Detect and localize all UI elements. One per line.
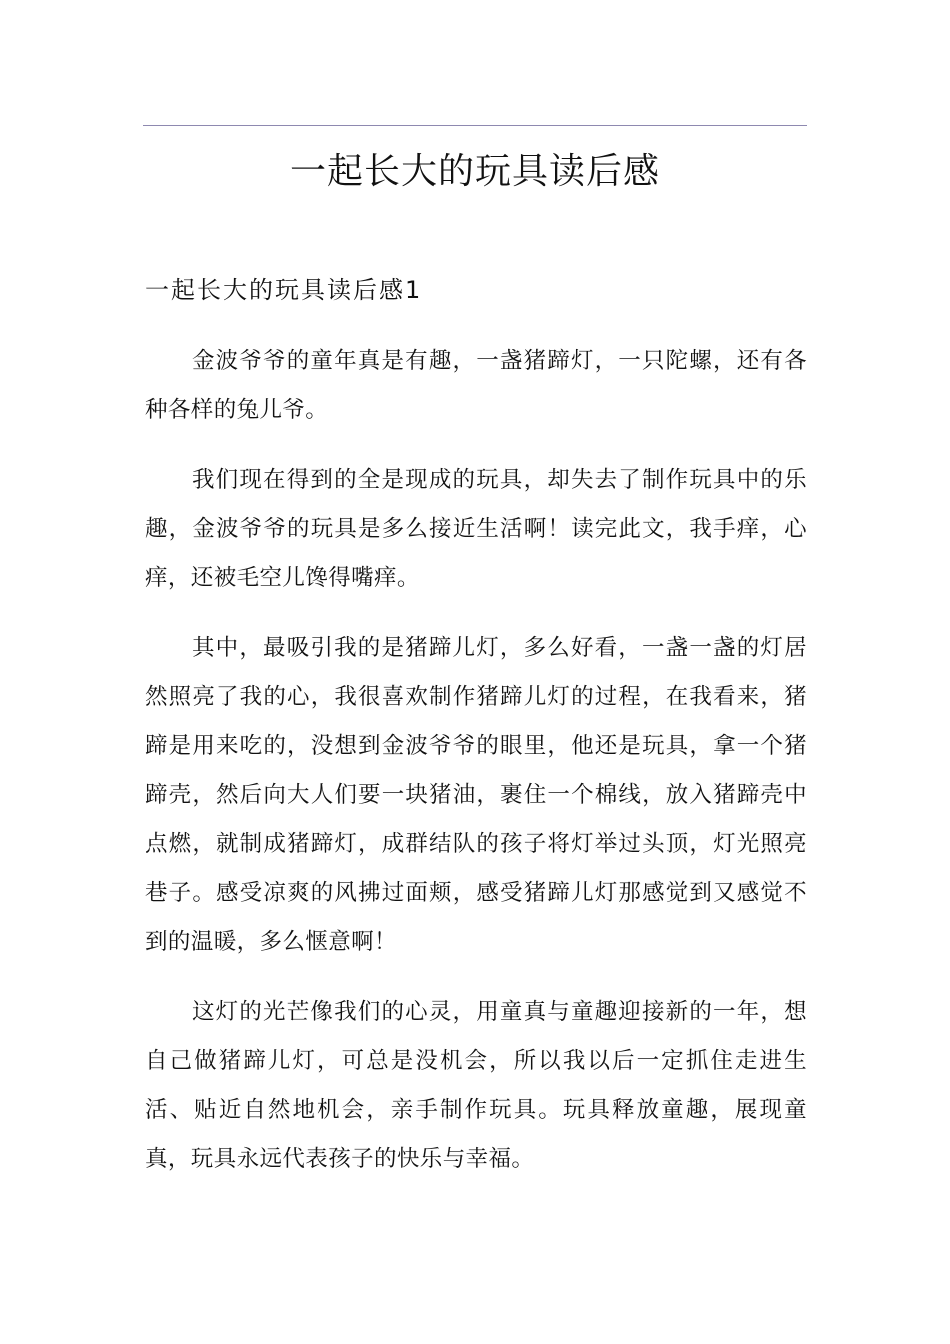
document-body: [145, 337, 807, 1205]
paragraph-2: 我们现在得到的全是现成的玩具，却失去了制作玩具中的乐趣，金波爷爷的玩具是多么接近生活啊！读完此文，我手痒，心痒，还被毛空儿馋得嘴痒。: [145, 467, 807, 591]
header-rule: [143, 125, 807, 126]
document-title: 一起长大的玩具读后感: [289, 151, 660, 192]
section-heading: 一起长大的玩具读后感1: [145, 276, 423, 304]
paragraph-4: 这灯的光芒像我们的心灵，用童真与童趣迎接新的一年，想自己做猪蹄儿灯，可总是没机会，所以我以后一定抓住走进生活、贴近自然地机会，亲手制作玩具。玩具释放童趣，展现童真，玩具永远代表孩子的快乐与幸福。: [145, 999, 807, 1172]
paragraph-1: 金波爷爷的童年真是有趣，一盏猪蹄灯，一只陀螺，还有各种各样的兔儿爷。: [145, 348, 807, 423]
paragraph-3: 其中，最吸引我的是猪蹄儿灯，多么好看，一盏一盏的灯居然照亮了我的心，我很喜欢制作猪蹄儿灯的过程，在我看来，猪蹄是用来吃的，没想到金波爷爷的眼里，他还是玩具，拿一个猪蹄壳，然后向大人们要一块猪油，裹住一个棉线，放入猪蹄壳中点燃，就制成猪蹄灯，成群结队的孩子将灯举过头顶，灯光照亮巷子。感受凉爽的风拂过面颊，感受猪蹄儿灯那感觉到又感觉不到的温暖，多么惬意啊！: [145, 635, 807, 955]
